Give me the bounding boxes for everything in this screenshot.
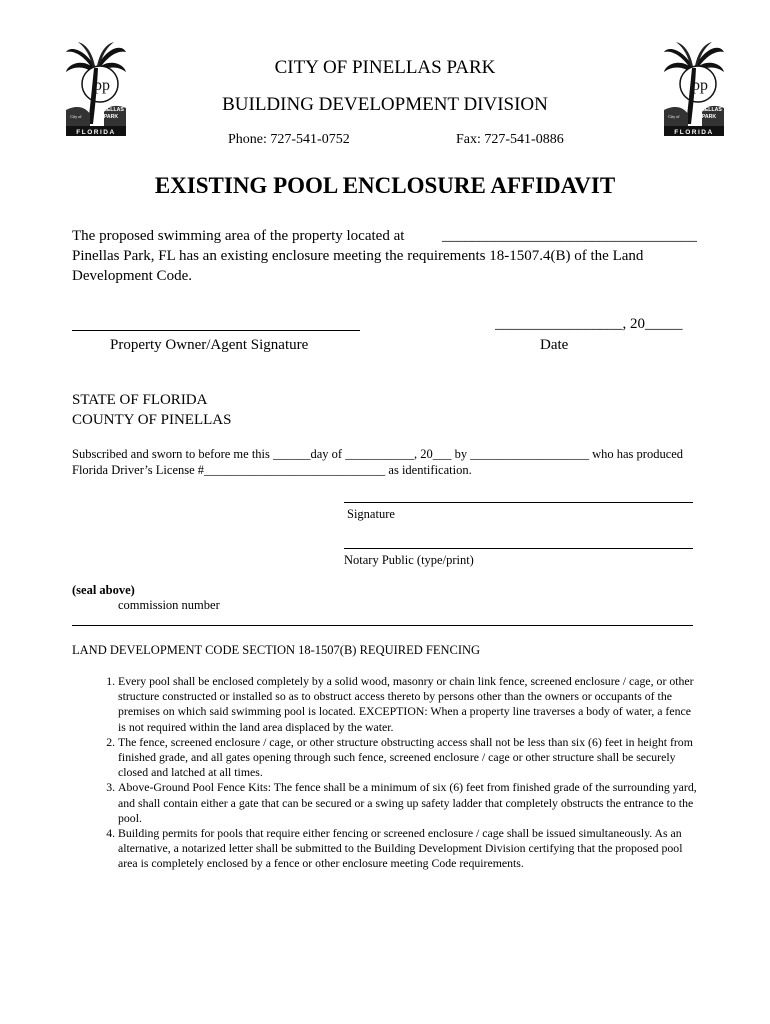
state-label: STATE OF FLORIDA	[72, 392, 208, 408]
county-label: COUNTY OF PINELLAS	[72, 412, 232, 428]
fax-number: Fax: 727-541-0886	[456, 132, 564, 147]
date-label: Date	[540, 337, 569, 353]
statement-line-2: Pinellas Park, FL has an existing enclosure meeting the requirements 18-1507.4(B) of the Land	[72, 248, 644, 264]
city-seal-icon	[64, 38, 128, 138]
seal-monogram: pp	[94, 77, 110, 94]
seal-city-of: City of	[668, 114, 680, 119]
date-field[interactable]: _________________, 20_____	[495, 316, 683, 332]
seal-label: (seal above)	[72, 583, 135, 597]
seal-name-line1: PINELLAS	[696, 107, 722, 113]
requirements-list	[72, 674, 698, 872]
commission-number-label: commission number	[118, 598, 220, 612]
notary-name-label: Notary Public (type/print)	[344, 553, 474, 567]
seal-name-line2: PARK	[701, 114, 717, 120]
division-name: BUILDING DEVELOPMENT DIVISION	[222, 94, 548, 115]
sworn-line-2: Florida Driver’s License #_____________________________ as identification.	[72, 463, 472, 477]
owner-signature-label: Property Owner/Agent Signature	[110, 337, 309, 353]
list-item: 2. The fence, screened enclosure / cage, or other structure obstructing access shall not be less than six (6) feet in height from finished grade, and all gates opening through such fence, screened enclosure / cage or other structure shall be securely closed and latched at all times.	[118, 735, 698, 781]
list-item: 1. Every pool shall be enclosed completely by a solid wood, masonry or chain link fence, screened enclosure / cage, or other structure constructed or installed so as to obstruct access thereto by persons other than the owners or occupants of the premises on which said swimming pool is located. EXCEPTION: When a property line traverses a body of water, a fence is not required within the land area displaced by the water.	[118, 674, 698, 735]
phone-number: Phone: 727-541-0752	[228, 132, 350, 147]
seal-monogram: pp	[692, 77, 708, 94]
property-address-field[interactable]: __________________________________	[442, 228, 697, 244]
seal-state: FLORIDA	[674, 129, 714, 136]
owner-signature-line[interactable]	[72, 330, 360, 331]
statement-line-3: Development Code.	[72, 268, 192, 284]
code-section-heading: LAND DEVELOPMENT CODE SECTION 18-1507(B) REQUIRED FENCING	[72, 643, 481, 657]
city-name: CITY OF PINELLAS PARK	[274, 57, 496, 78]
section-divider	[72, 625, 693, 626]
sworn-statement	[72, 446, 702, 478]
notary-signature-line[interactable]	[344, 502, 693, 503]
seal-state: FLORIDA	[76, 129, 116, 136]
sworn-line-1: Subscribed and sworn to before me this ______day of ___________, 20___ by ___________________ who has produced	[72, 447, 684, 461]
seal-city-of: City of	[70, 114, 82, 119]
notary-jurisdiction	[72, 390, 231, 430]
document-title: EXISTING POOL ENCLOSURE AFFIDAVIT	[154, 173, 616, 198]
city-seal-left	[64, 38, 128, 138]
notary-name-line[interactable]	[344, 548, 693, 549]
seal-name-line2: PARK	[103, 114, 119, 120]
statement-line-1: The proposed swimming area of the property located at	[72, 228, 405, 244]
list-item: 3. Above-Ground Pool Fence Kits: The fence shall be a minimum of six (6) feet from finished grade of the surrounding yard, and shall contain either a gate that can be secured or a swing up safety ladder that completely obstructs the entrance to the pool.	[118, 780, 698, 826]
seal-name-line1: PINELLAS	[98, 107, 124, 113]
affidavit-statement	[72, 226, 697, 286]
list-item: 4. Building permits for pools that require either fencing or screened enclosure / cage shall be issued simultaneously. As an alternative, a notarized letter shall be submitted to the Building Development Division certifying that the proposed pool area is completely enclosed by a fence or other enclosure meeting Code requirements.	[118, 826, 698, 872]
city-seal-icon	[662, 38, 726, 138]
city-seal-right	[662, 38, 726, 138]
notary-signature-label: Signature	[347, 507, 395, 521]
